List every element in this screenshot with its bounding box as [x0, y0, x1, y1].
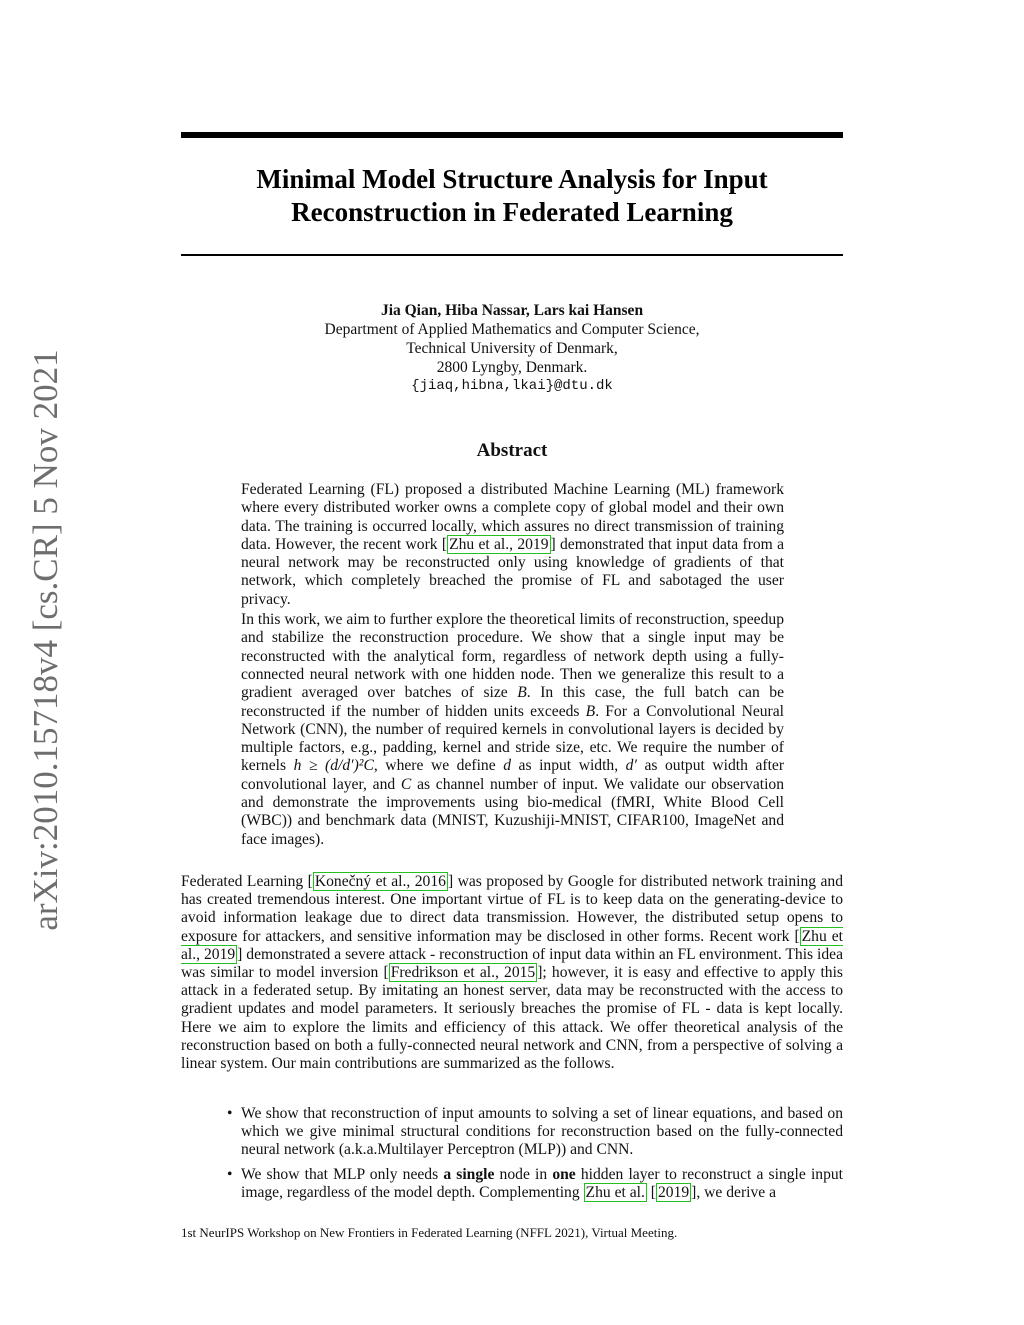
abstract-heading: Abstract: [476, 440, 548, 461]
citation-link[interactable]: Zhu et al., 2019: [449, 535, 549, 553]
math-symbol: B: [585, 702, 596, 720]
abstract-text: . In this case, the full batch can be reconstructed if the number of hidden units exceeds: [241, 684, 785, 720]
abstract-text: Federated Learning (FL) proposed a distributed Machine Learning (ML) framework where every distributed worker owns a complete copy of global model and their own data. The training is occurred locally, which assures no direct transmission of training data. However, the recent work [: [241, 481, 784, 553]
citation-link[interactable]: Fredrikson et al., 2015: [390, 964, 536, 982]
citation-link[interactable]: 2019: [657, 1183, 690, 1201]
body-text: Federated Learning [: [181, 873, 313, 890]
citation-link[interactable]: Konečný et al., 2016: [314, 873, 446, 890]
abstract-paragraph-1: [241, 481, 784, 609]
emphasis: one: [552, 1165, 576, 1183]
body-text: ] demonstrated a severe attack - reconstruction of input data within an FL environment. This idea was similar to model inversion [: [181, 945, 843, 982]
abstract-text: as output width after convolutional layer, and: [241, 757, 785, 793]
emphasis: a single: [443, 1165, 495, 1183]
abstract-text: as channel number of input. We validate our observation and demonstrate the improvements using bio-medical (fMRI, White Blood Cell (WBC)) and benchmark data (MNIST, Kuzushiji-MNIST, CIFAR100, ImageNet and face images).: [241, 775, 784, 848]
body-text: ] was proposed by Google for distributed network training and has created tremendous interest. One important virtue of FL is to keep data on the generating-device to avoid information leakage due to direct data transmission. However, the distributed setup opens to exposure for attackers, and sensitive information may be disclosed in other forms. Recent work [: [181, 873, 844, 945]
list-item: [227, 1166, 843, 1202]
list-item-text: [: [646, 1183, 656, 1201]
list-item-text: hidden layer to reconstruct a single input image, regardless of the model depth. Complementing: [241, 1165, 843, 1201]
kernel-formula: h ≥ (d/d′)²C: [293, 757, 374, 775]
introduction-paragraph: [181, 873, 843, 1073]
contributions-list: [227, 1105, 843, 1208]
title-line-2: Reconstruction in Federated Learning: [291, 197, 733, 227]
math-symbol: C: [400, 775, 412, 793]
abstract-text: , where we define: [373, 757, 504, 775]
abstract-body: [241, 481, 784, 851]
bullet-marker: •: [227, 1165, 233, 1183]
title-top-rule: [181, 132, 843, 138]
author-university: Technical University of Denmark,: [406, 340, 618, 357]
author-address: 2800 Lyngby, Denmark.: [436, 359, 588, 376]
author-department: Department of Applied Mathematics and Computer Science,: [324, 321, 700, 338]
page-footer: 1st NeurIPS Workshop on New Frontiers in Federated Learning (NFFL 2021), Virtual Meeting.: [181, 1225, 678, 1240]
math-symbol: d: [503, 757, 511, 775]
paper-title: [181, 163, 843, 229]
citation-link[interactable]: Zhu et al., 2019: [181, 927, 843, 963]
list-item: [227, 1105, 843, 1160]
abstract-text: ] demonstrated that input data from a neural network may be reconstructed only using knowledge of gradients of that network, which completely breached the promise of FL and sabotaged the user privacy.: [241, 535, 785, 608]
abstract-text: . For a Convolutional Neural Network (CNN), the number of required kernels in convolutional layers is decided by multiple factors, e.g., padding, kernel and stride size, etc. We require the number of kernels: [241, 702, 784, 775]
title-line-1: Minimal Model Structure Analysis for Input: [256, 164, 768, 194]
list-item-text: We show that reconstruction of input amounts to solving a set of linear equations, and based on which we give minimal structural conditions for reconstruction based on the fully-connected neural network (a.k.a.Multilayer Perceptron (MLP)) and CNN.: [241, 1105, 843, 1159]
list-item-text: We show that MLP only needs: [241, 1165, 444, 1183]
list-item-text: node in: [494, 1165, 553, 1183]
title-bottom-rule: [181, 254, 843, 256]
author-names: Jia Qian, Hiba Nassar, Lars kai Hansen: [380, 302, 644, 319]
math-symbol: B: [517, 684, 527, 702]
math-symbol: d′: [625, 757, 637, 775]
arxiv-stamp: arXiv:2010.15718v4 [cs.CR] 5 Nov 2021: [26, 349, 65, 931]
bullet-marker: •: [227, 1105, 233, 1122]
list-item-text: ], we derive a: [691, 1183, 777, 1201]
citation-link[interactable]: Zhu et al.: [585, 1183, 645, 1201]
author-block: [181, 301, 843, 396]
abstract-paragraph-2: [241, 611, 784, 849]
body-text: ]; however, it is easy and effective to apply this attack in a federated setup. By imitating an honest server, data may be reconstructed with the access to gradient updates and model parameters. It seriously breaches the promise of FL - data is kept locally. Here we aim to explore the limits and efficiency of this attack. We offer theoretical analysis of the reconstruction based on both a fully-connected neural network and CNN, from a perspective of solving a linear system. Our main contributions are summarized as the follows.: [181, 964, 843, 1073]
abstract-text: In this work, we aim to further explore the theoretical limits of reconstruction, speedup and stabilize the reconstruction procedure. We show that a single input may be reconstructed with the analytical form, regardless of network depth using a fully-connected neural network with one hidden node. Then we generalize this result to a gradient averaged over batches of size: [241, 611, 784, 702]
author-email[interactable]: {jiaq,hibna,lkai}@dtu.dk: [411, 378, 613, 394]
abstract-text: as input width,: [511, 757, 626, 775]
